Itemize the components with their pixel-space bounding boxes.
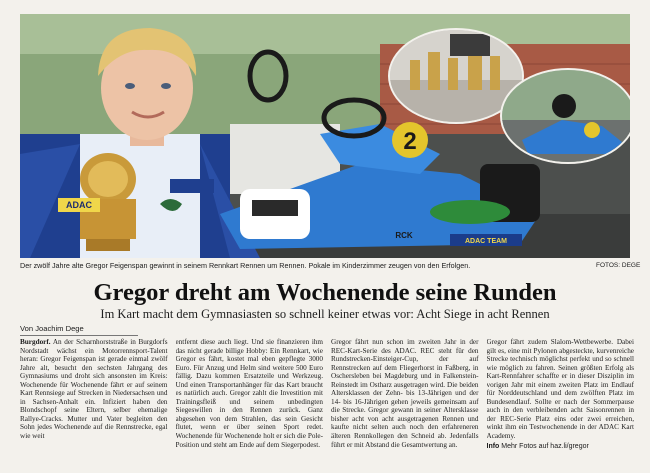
svg-text:RCK: RCK xyxy=(395,231,413,240)
photo-caption: Der zwölf Jahre alte Gregor Feigenspan gewinnt in seinem Rennkart Rennen um Rennen. Pokale im Kinderzimmer zeugen von den Erfolgen. xyxy=(20,261,471,270)
byline: Von Joachim Dege xyxy=(20,324,84,333)
article-column-4 xyxy=(487,338,635,464)
svg-text:2: 2 xyxy=(403,128,417,155)
article-body xyxy=(20,338,634,464)
column-1-text: An der Scharnhorststraße in Burgdorfs Nordstadt wächst ein Motorrennsport-Talent heran: Gregor Feigenspan ist gerade einmal zwölf Jahre alt, besucht den sechsten Jahrgang des Gymnasiums und droht sich ansonsten im Kreis: Wochenende für Wochenende fährt er auf seinem Kart Rennsiege auf Strecken in Niedersachsen und in Sachsen-Anhalt ein. Infiziert haben den Blondschopf seine Eltern, selber ehemalige Rallye-Cracks. Mutter und Vater begleiten den Sohn jedes Wochenende auf die Rennstrecke, egal wie weit xyxy=(20,338,168,441)
photo-credit: FOTOS: DEGE xyxy=(596,262,641,269)
svg-text:ADAC TEAM: ADAC TEAM xyxy=(465,238,507,245)
article-column-1 xyxy=(20,338,168,464)
kart-driver-inset xyxy=(500,68,630,164)
main-photo xyxy=(20,14,630,258)
headline: Gregor dreht am Wochenende seine Runden xyxy=(93,279,557,306)
byline-divider xyxy=(20,335,138,336)
subheadline: Im Kart macht dem Gymnasiasten so schnell keiner etwas vor: Acht Siege in acht Rennen xyxy=(100,307,550,321)
info-link[interactable]: Mehr Fotos auf haz.li/gregor xyxy=(501,442,589,450)
column-2-text: entfernt diese auch liegt. Und sie finanzieren ihm das nicht gerade billige Hobby: Ein Rennkart, wie Gregor es fährt, kostet mal eben gepflegte 3000 Euro. Für Anzug und Helm sind weitere 500 Euro fällig. Dazu kommen Ersatzteile und Werkzeug. Und einen Transportanhänger für das Kart braucht es natürlich auch. Gregor zahlt die Investition mit Trainingsfleiß und seinem unbedingten Siegeswillen in den Rennen zurück. Ganz abgesehen von dem Strahlen, das sein Gesicht flutet, wenn er über seinen Sport redet. Wochenende für Wochenende holt er sich die Pole-Position und steht am Ende auf dem Siegerpodest. xyxy=(175,338,323,449)
info-label: Info xyxy=(486,442,500,450)
dateline: Burgdorf. xyxy=(20,338,51,346)
svg-text:ADAC: ADAC xyxy=(66,200,92,210)
article-column-2 xyxy=(176,338,324,464)
column-4-text: Gregor fährt zudem Slalom-Wettbewerbe. Dabei gilt es, eine mit Pylonen abgesteckte, kurvenreiche Strecke technisch möglichst perfekt und so schnell wie möglich zu fahren. Seinen größten Erfolg als Kart-Rennfahrer schaffte er in dieser Disziplin im vorigen Jahr mit einem zweiten Platz im Endlauf für Norddeutschland und dem zwölften Platz im Bundesendlauf. Sollte er nach der Sommerpause auch in den verbleibenden acht Saisonrennen in der REC-Serie Platz eins oder zwei erreichen, winkt ihm ein Testwochenende in der ADAC Kart Academy. xyxy=(486,338,634,441)
column-3-text: Gregor fährt nun schon im zweiten Jahr in der REC-Kart-Serie des ADAC. REC steht für den Rundstrecken-Einsteiger-Cup, der auf Rennstrecken auf dem Fliegerhorst in Faßberg, in Oschersleben bei Magdeburg und in Falkenstein-Reinstedt im Ostharz ausgetragen wird. Die beiden Altersklassen der Zehn- bis 13-Jährigen und der 14- bis 16-Jährigen gehen jeweils gemeinsam auf die Strecke. Gregor gewann in seiner Altersklasse bisher acht von acht ausgetragenen Rennen und kaufte nicht selten auch noch den erfahreneren älteren Rennkollegen den Schneid ab. Jedenfalls führt er mit Abstand die Gesamtwertung an. xyxy=(331,338,479,449)
info-box xyxy=(487,443,635,452)
article-column-3 xyxy=(331,338,479,464)
